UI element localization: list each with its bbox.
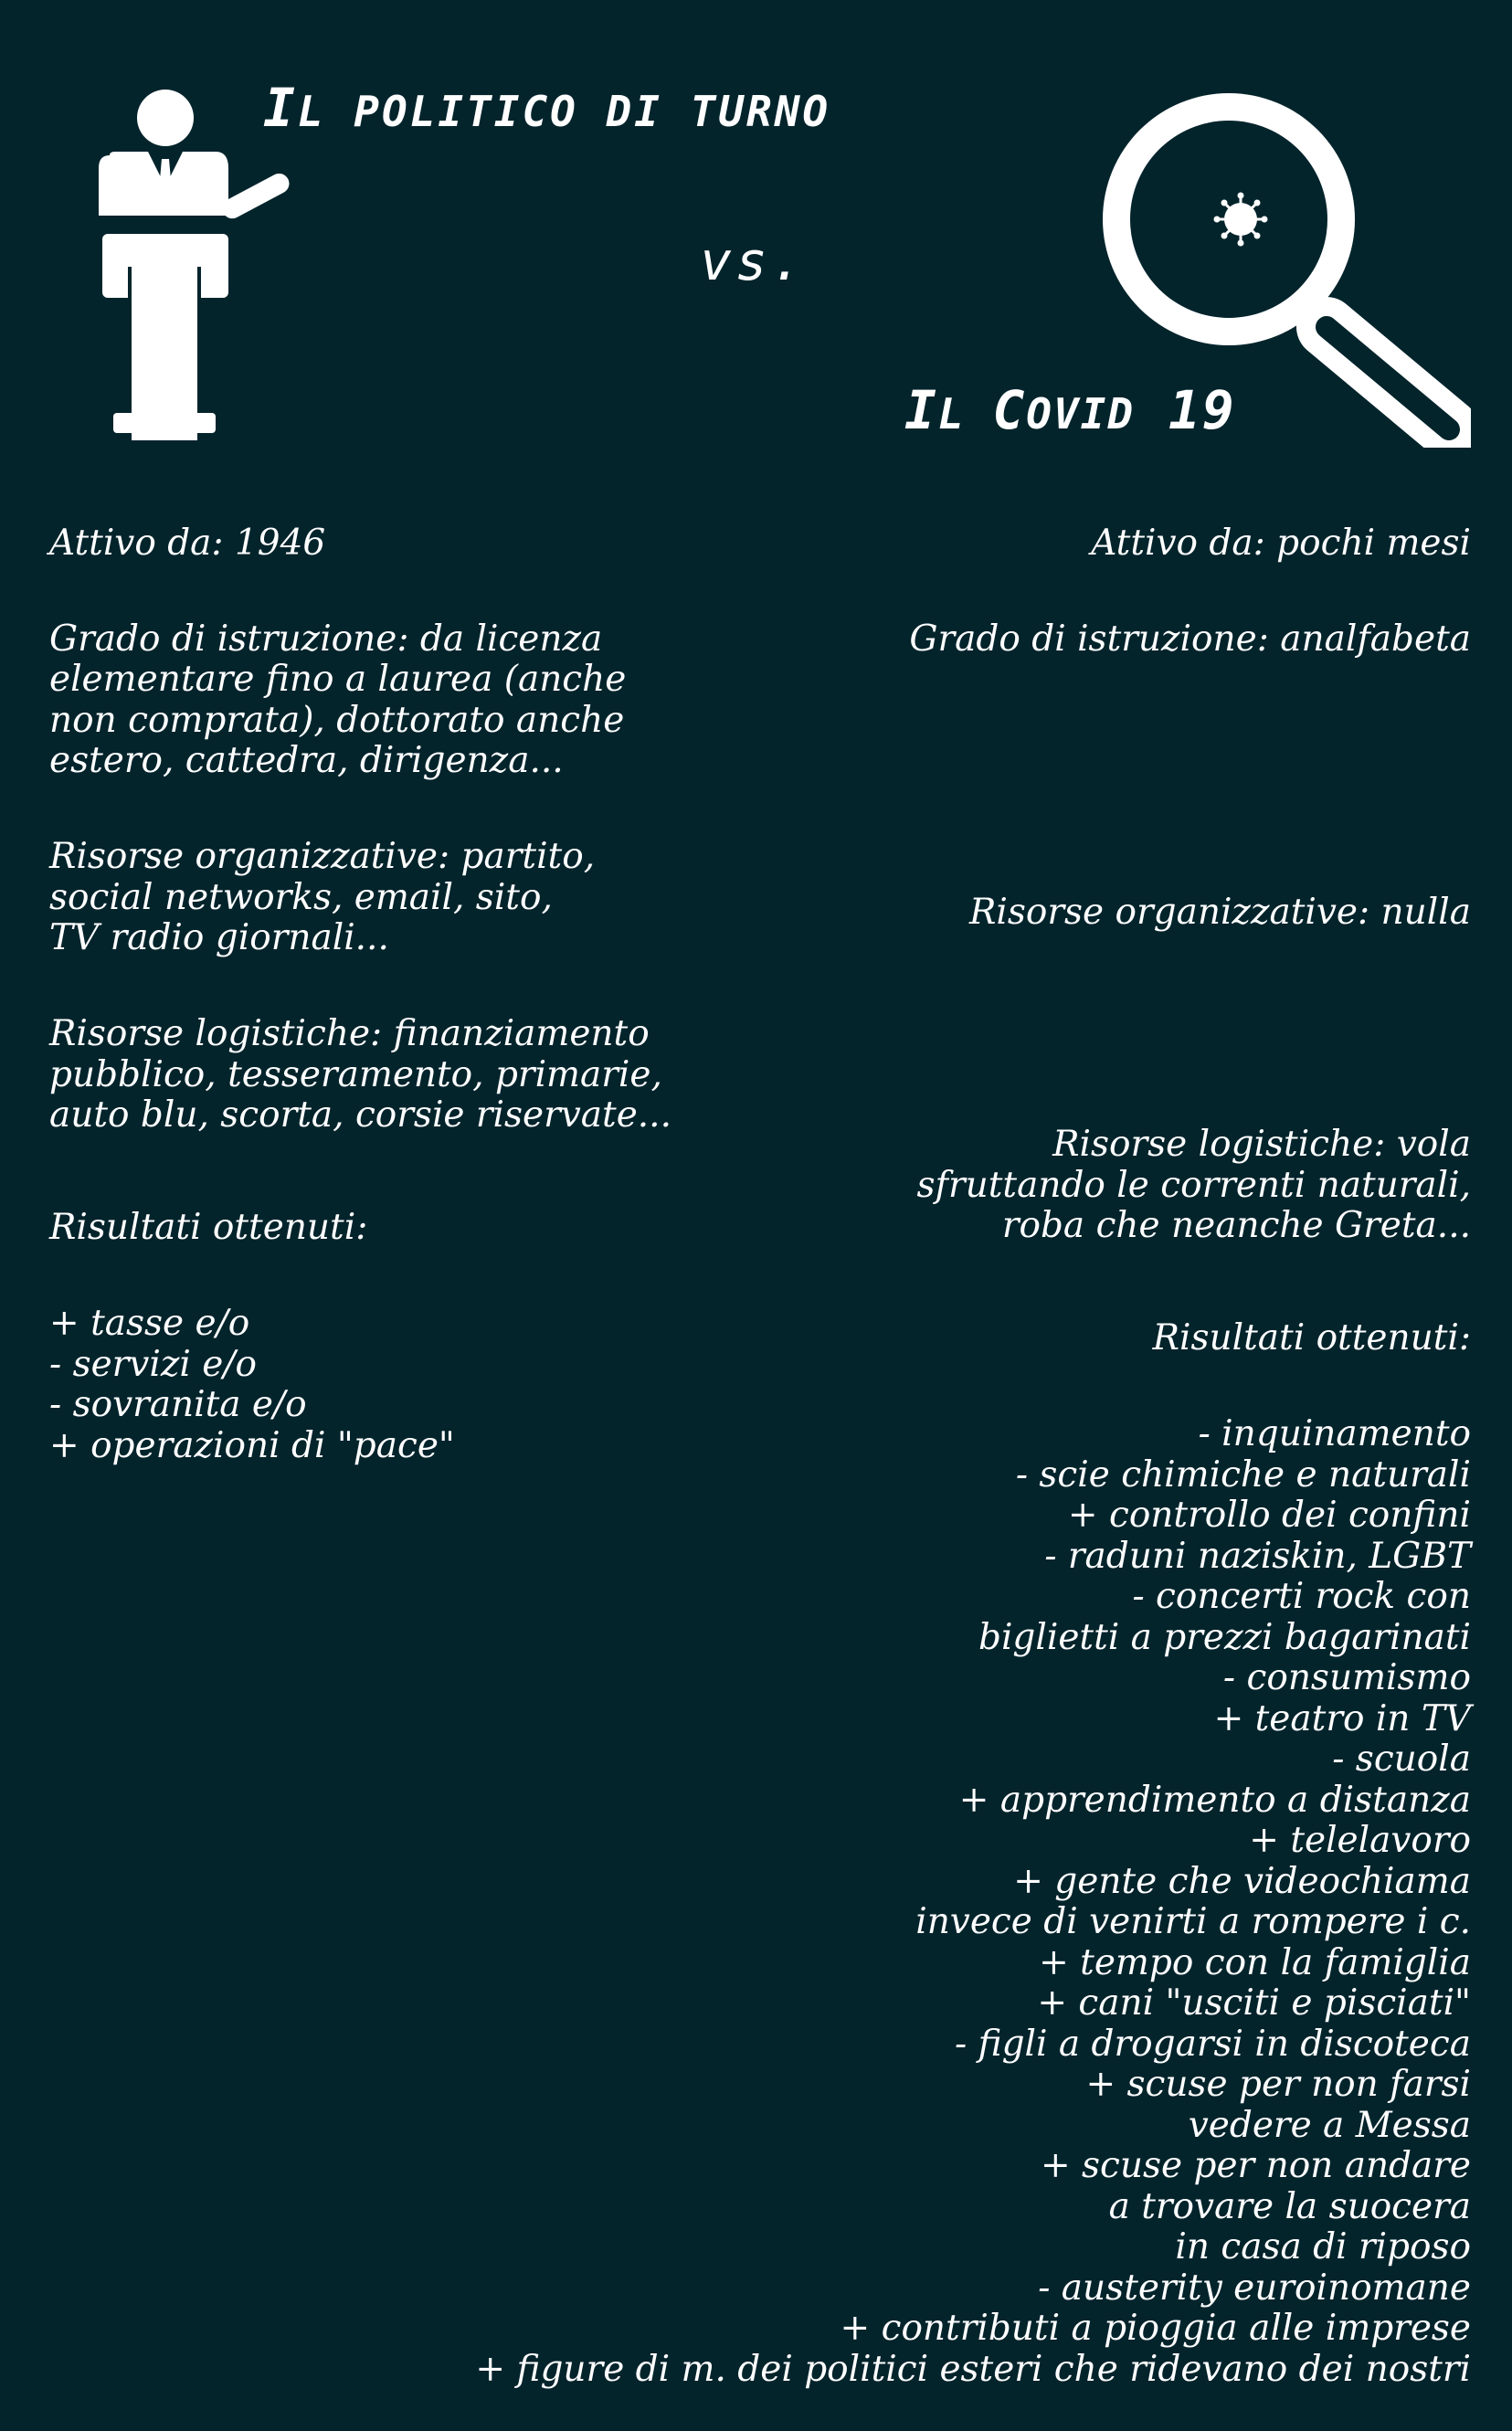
covid-risultati: - inquinamento - scie chimiche e naturali + controllo dei confini - raduni naziskin, LGBT - concerti rock con biglietti a prezzi bagarinati - consumismo + teatro in TV - scuola + apprendimento a distanza + telelavoro + gente che videochiama invece di venirti a rompere i c. + tempo con la famiglia + cani "usciti e pisciati" - figli a drogarsi in discoteca + scuse per non farsi vedere a Messa + scuse per non andare a trovare la suocera in casa di riposo - austerity euroinomane + contributi a pioggia alle imprese + figure di m. dei politici esteri che ridevano dei nostri — [475, 1413, 1471, 2390]
versus-label: vs. — [700, 230, 807, 292]
title-covid-i: I — [904, 379, 938, 441]
politician-risultati-label: Risultati ottenuti: — [49, 1207, 368, 1248]
title-covid-l: L — [937, 389, 993, 439]
politician-risorse-log: Risorse logistiche: finanziamento pubblico, tesseramento, primarie, auto blu, scorta, corsie riservate... — [49, 1013, 671, 1136]
title-covid-ovid: OVID — [1026, 389, 1136, 439]
title-politico-initial: I — [263, 77, 298, 139]
title-covid-number: 19 — [1135, 379, 1236, 441]
title-politico — [263, 77, 830, 139]
politician-risultati: + tasse e/o - servizi e/o - sovranita e/o + operazioni di "pace" — [49, 1303, 455, 1466]
covid-column — [192, 482, 1471, 2431]
title-politico-rest: L POLITICO DI TURNO — [297, 87, 831, 136]
covid-risultati-label: Risultati ottenuti: — [1152, 1317, 1471, 1358]
title-covid — [904, 379, 1236, 441]
politician-attivo: Attivo da: 1946 — [49, 522, 326, 564]
covid-attivo: Attivo da: pochi mesi — [1091, 522, 1471, 564]
covid-risorse-org: Risorse organizzative: nulla — [969, 891, 1471, 933]
politician-risorse-org: Risorse organizzative: partito, social networks, email, sito, TV radio giornali... — [49, 836, 596, 958]
politician-grado: Grado di istruzione: da licenza elementare fino a laurea (anche non comprata), dottorato anche estero, cattedra, dirigenza... — [49, 618, 627, 781]
politician-at-podium-icon — [91, 88, 311, 453]
title-covid-c: C — [992, 379, 1027, 441]
covid-grado-spacer — [192, 715, 1471, 838]
covid-grado: Grado di istruzione: analfabeta — [909, 618, 1471, 660]
covid-risorse-org-spacer — [192, 988, 1471, 1070]
covid-risorse-log: Risorse logistiche: vola sfruttando le correnti naturali, roba che neanche Greta... — [916, 1124, 1471, 1246]
